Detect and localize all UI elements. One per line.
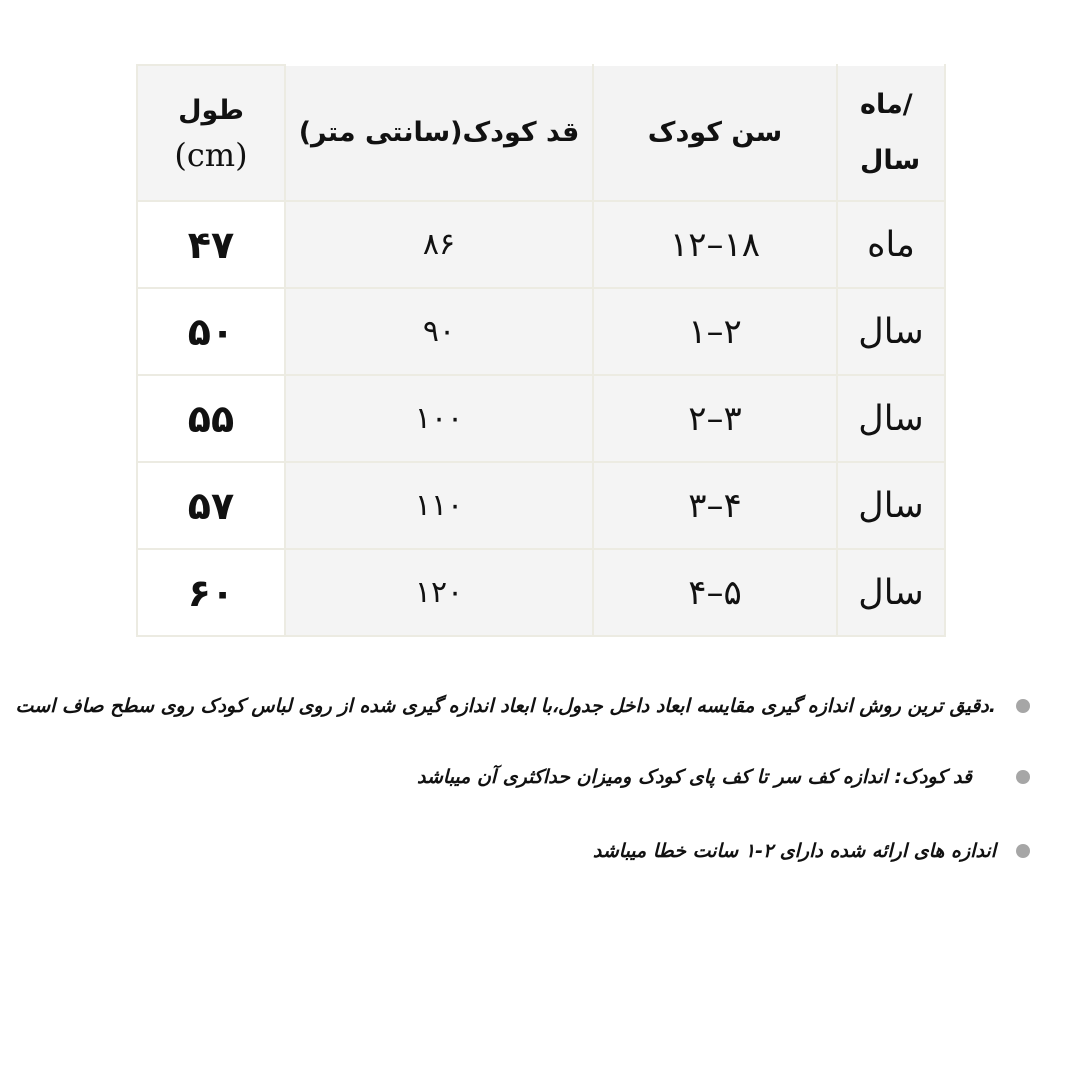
table-row bbox=[137, 201, 945, 288]
cell-age: ۴–۵ bbox=[593, 549, 837, 636]
table-row bbox=[137, 288, 945, 375]
cell-unit: سال bbox=[837, 375, 945, 462]
cell-height: ۱۱۰ bbox=[285, 462, 593, 549]
cell-unit: سال bbox=[837, 288, 945, 375]
bullet-dot-icon bbox=[1016, 699, 1030, 713]
cell-length: ۵۵ bbox=[137, 375, 285, 462]
cell-unit: ماه bbox=[837, 201, 945, 288]
table-row bbox=[137, 549, 945, 636]
cell-unit: سال bbox=[837, 462, 945, 549]
measurement-notes-list bbox=[15, 688, 1040, 869]
cell-age: ۲–۳ bbox=[593, 375, 837, 462]
cell-age: ۱–۲ bbox=[593, 288, 837, 375]
cell-age: ۱۲–۱۸ bbox=[593, 201, 837, 288]
note-item-tolerance bbox=[40, 833, 1040, 869]
header-month-year: ماه/ سال bbox=[837, 65, 945, 201]
cell-length: ۶۰ bbox=[137, 549, 285, 636]
cell-length: ۵۰ bbox=[137, 288, 285, 375]
cell-unit: سال bbox=[837, 549, 945, 636]
note-item-measurement-method bbox=[15, 688, 1040, 724]
bullet-dot-icon bbox=[1016, 770, 1030, 784]
cell-height: ۸۶ bbox=[285, 201, 593, 288]
cell-height: ۱۲۰ bbox=[285, 549, 593, 636]
note-text: قد کودک: اندازه کف سر تا کف پای کودک ومیزان حداکثری آن میباشد bbox=[417, 766, 972, 788]
table-row bbox=[137, 375, 945, 462]
note-text: اندازه های ارائه شده دارای ۲-۱ سانت خطا میباشد bbox=[592, 840, 996, 862]
bullet-dot-icon bbox=[1016, 844, 1030, 858]
note-item-child-height bbox=[40, 759, 1040, 795]
header-child-age: سن کودک bbox=[593, 65, 837, 201]
cell-length: ۵۷ bbox=[137, 462, 285, 549]
cell-height: ۱۰۰ bbox=[285, 375, 593, 462]
table-header-row bbox=[137, 65, 945, 201]
table-row bbox=[137, 462, 945, 549]
cell-age: ۳–۴ bbox=[593, 462, 837, 549]
header-child-height: قد کودک(سانتی متر) bbox=[285, 65, 593, 201]
size-chart-table bbox=[136, 64, 946, 637]
cell-length: ۴۷ bbox=[137, 201, 285, 288]
note-text: .دقیق ترین روش اندازه گیری مقایسه ابعاد داخل جدول،با ابعاد اندازه گیری شده از روی لباس کودک روی سطح صاف است bbox=[15, 695, 996, 717]
header-length: طول (cm) bbox=[137, 65, 285, 201]
cell-height: ۹۰ bbox=[285, 288, 593, 375]
